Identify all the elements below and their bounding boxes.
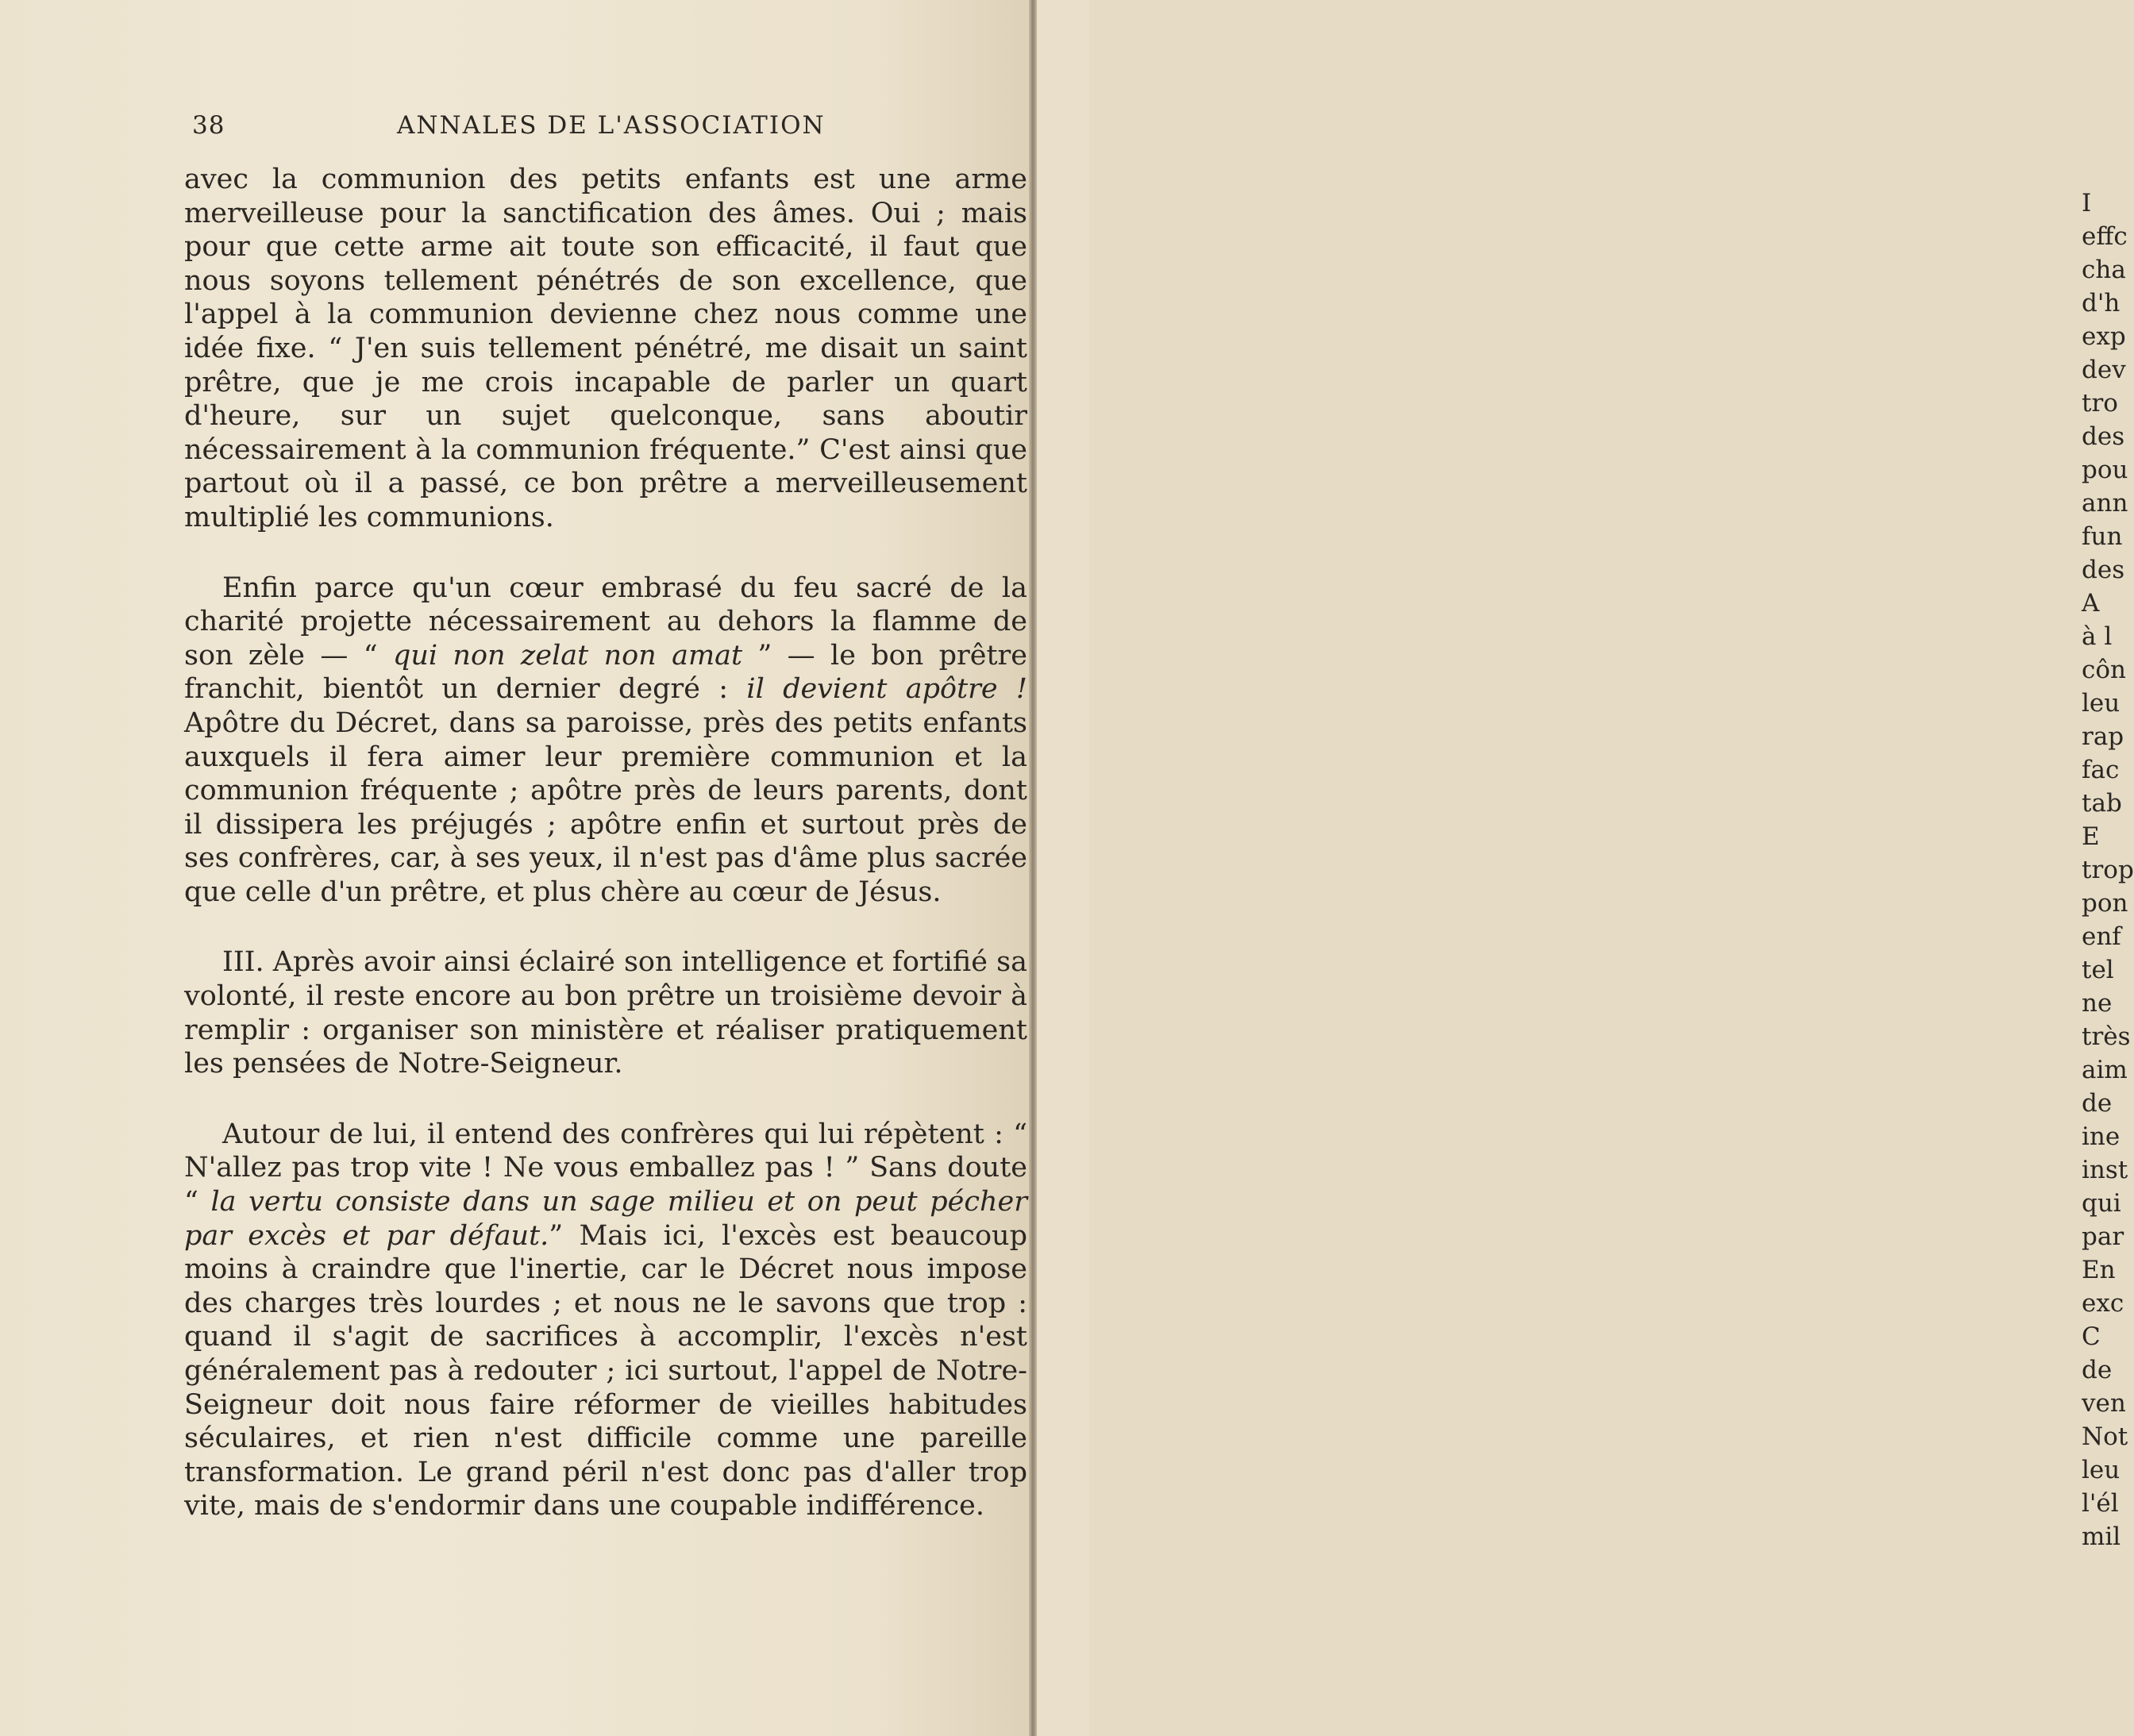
adjacent-fragment: des — [2082, 422, 2125, 451]
adjacent-fragment: aim — [2082, 1056, 2128, 1084]
apostle-emphasis: il devient apôtre ! — [746, 673, 1027, 706]
adjacent-fragment: E — [2082, 822, 2100, 851]
adjacent-fragment: à l — [2082, 622, 2113, 651]
paragraph-2-part-2: ” — le bon prêtre franchit, bientôt un dernier degré : — [184, 639, 1027, 706]
adjacent-fragment: l'él — [2082, 1489, 2119, 1518]
adjacent-fragment: rap — [2082, 722, 2124, 751]
adjacent-fragment: très — [2082, 1022, 2131, 1051]
adjacent-fragment: pon — [2082, 889, 2128, 918]
paragraph-2 — [184, 572, 1027, 910]
paragraph-2-part-3: Apôtre du Décret, dans sa paroisse, près des petits enfants auxquels il fera aimer leur première communion et la communion fréquente ; apôtre près de leurs parents, dont il dissipera les préjugés ; apôtre enfin et surtout près de ses confrères, car, à ses yeux, il n'est pas d'âme plus sacrée que celle d'un prêtre, et plus chère au cœur de Jésus. — [184, 706, 1027, 908]
page-number: 38 — [192, 111, 225, 140]
paragraph-3: III. Après avoir ainsi éclairé son intelligence et fortifié sa volonté, il reste encore au bon prêtre un troisième devoir à remplir : organiser son ministère et réaliser pratiquement les pensées de Notre-Seigneur. — [184, 946, 1027, 1080]
paragraph-2-part-1: Enfin parce qu'un cœur embrasé du feu sacré de la charité projette nécessairement au dehors la flamme de son zèle — “ — [184, 572, 1027, 672]
virtue-quote: la vertu consiste dans un sage milieu et on peut pécher par excès et par défaut. — [184, 1186, 1027, 1252]
book-page — [0, 0, 1032, 1736]
adjacent-fragment: mil — [2082, 1522, 2121, 1551]
adjacent-fragment: ne — [2082, 989, 2113, 1018]
adjacent-fragment: cha — [2082, 256, 2126, 284]
adjacent-fragment: de — [2082, 1089, 2113, 1118]
running-head — [192, 111, 1026, 151]
adjacent-fragment: des — [2082, 556, 2125, 584]
adjacent-page-fragments — [2082, 187, 2134, 1553]
adjacent-fragment: fun — [2082, 522, 2123, 551]
adjacent-fragment: de — [2082, 1356, 2113, 1384]
adjacent-fragment: dev — [2082, 356, 2126, 384]
adjacent-fragment: ine — [2082, 1122, 2121, 1151]
adjacent-fragment: fac — [2082, 756, 2120, 784]
adjacent-fragment: tro — [2082, 389, 2118, 418]
latin-quote: qui non zelat non amat — [392, 639, 743, 672]
paragraph-4 — [184, 1118, 1027, 1523]
adjacent-fragment: inst — [2082, 1156, 2128, 1184]
adjacent-page — [1037, 0, 2134, 1736]
adjacent-fragment: A — [2082, 589, 2100, 618]
paragraph-1: avec la communion des petits enfants est une arme merveilleuse pour la sanctification des âmes. Oui ; mais pour que cette arme ait toute son efficacité, il faut que nous soyons tellement pénétrés de son excellence, que l'appel à la communion devienne chez nous comme une idée fixe. “ J'en suis tellement pénétré, me disait un saint prêtre, que je me crois incapable de parler un quart d'heure, sur un sujet quelconque, sans aboutir nécessairement à la communion fréquente.” C'est ainsi que partout où il a passé, ce bon prêtre a merveilleusement multiplié les communions. — [184, 164, 1027, 533]
adjacent-fragment: I — [2082, 189, 2092, 217]
adjacent-fragment: exp — [2082, 322, 2126, 351]
adjacent-fragment: qui — [2082, 1189, 2121, 1218]
adjacent-fragment: tel — [2082, 956, 2114, 984]
adjacent-fragment: tab — [2082, 789, 2122, 818]
paragraph-4-part-1: Autour de lui, il entend des confrères qui lui répètent : “ N'allez pas trop vite ! Ne vous emballez pas ! ” Sans doute “ — [184, 1118, 1027, 1218]
running-title: ANNALES DE L'ASSOCIATION — [397, 111, 826, 140]
adjacent-fragment: ann — [2082, 489, 2128, 518]
adjacent-fragment: effc — [2082, 222, 2128, 251]
adjacent-fragment: trop — [2082, 856, 2134, 884]
adjacent-fragment: exc — [2082, 1289, 2124, 1318]
adjacent-fragment: enf — [2082, 922, 2121, 951]
adjacent-fragment: côn — [2082, 656, 2126, 684]
adjacent-fragment: En — [2082, 1256, 2116, 1284]
adjacent-fragment: leu — [2082, 1456, 2121, 1484]
adjacent-fragment: d'h — [2082, 289, 2121, 318]
book-gutter — [1029, 0, 1037, 1736]
adjacent-fragment: par — [2082, 1222, 2124, 1251]
adjacent-fragment: leu — [2082, 689, 2121, 718]
adjacent-fragment: C — [2082, 1322, 2101, 1351]
body-text — [184, 163, 1027, 1523]
adjacent-fragment: Not — [2082, 1422, 2128, 1451]
adjacent-fragment: pou — [2082, 456, 2128, 484]
paragraph-4-part-2: ” Mais ici, l'excès est beaucoup moins à craindre que l'inertie, car le Décret nous impose des charges très lourdes ; et nous ne le savons que trop : quand il s'agit de sacrifices à accomplir, l'excès n'est généralement pas à redouter ; ici surtout, l'appel de Notre-Seigneur doit nous faire réformer de vieilles habitudes séculaires, et rien n'est difficile comme une pareille transformation. Le grand péril n'est donc pas d'aller trop vite, mais de s'endormir dans une coupable indifférence. — [184, 1219, 1027, 1522]
adjacent-fragment: ven — [2082, 1389, 2126, 1418]
